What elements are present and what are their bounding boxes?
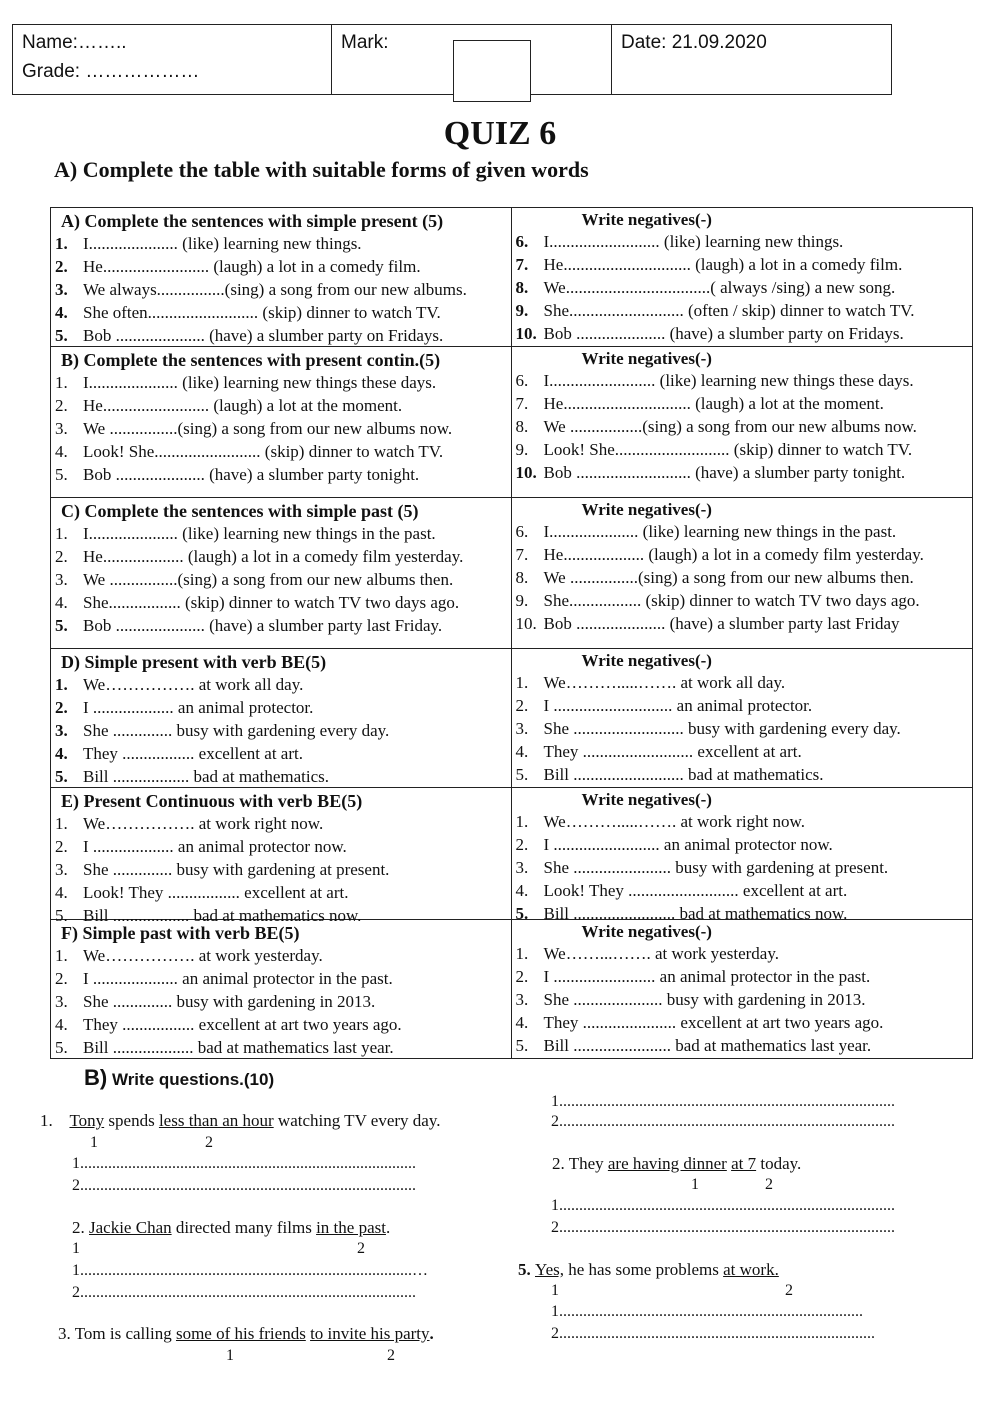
item-text: He......................... (laugh) a lot in a comedy film. (83, 257, 421, 276)
item-text: They ...................... excellent at art two years ago. (543, 1013, 884, 1032)
item-number: 4. (55, 303, 68, 322)
exercise-item[interactable] (55, 232, 507, 255)
exercise-item[interactable] (55, 673, 507, 696)
item-number: 1. (55, 946, 68, 965)
item-number: 3. (515, 719, 529, 738)
item-text: I ................... an animal protector. (83, 698, 314, 717)
item-text: I..................... (like) learning new things in the past. (543, 522, 897, 541)
negative-item[interactable] (516, 988, 969, 1011)
negative-item[interactable] (516, 392, 969, 415)
q2-marker-1: 1 (72, 1240, 80, 1257)
item-number: 2. (515, 835, 529, 854)
negative-item[interactable] (516, 942, 969, 965)
exercise-heading: A) Complete the sentences with simple present (5) (61, 211, 444, 231)
exercise-item[interactable] (55, 591, 507, 614)
exercise-item[interactable] (55, 463, 507, 486)
negative-item[interactable] (516, 543, 969, 566)
item-text: Bob ..................... (have) a slumber party last Friday (543, 614, 900, 633)
item-text: I ................... an animal protector now. (83, 837, 347, 856)
item-text: We..................................( always /sing) a new song. (543, 278, 896, 297)
negative-item[interactable] (516, 879, 969, 902)
exercise-item[interactable] (55, 301, 507, 324)
item-number: 3. (55, 280, 68, 299)
exercise-left-cell (51, 498, 512, 648)
item-text: We……….....……. at work all day. (543, 673, 786, 692)
exercise-item[interactable] (55, 835, 507, 858)
exercise-heading: B) Complete the sentences with present contin.(5) (61, 350, 441, 370)
item-number: 3. (515, 858, 529, 877)
question-2-text: directed many films (171, 1218, 317, 1237)
question-1-part-2: less than an hour (158, 1111, 274, 1130)
item-number: 8. (515, 278, 529, 297)
item-number: 4. (55, 1015, 68, 1034)
item-number: 3. (55, 721, 68, 740)
exercise-item[interactable] (55, 1013, 507, 1036)
exercise-item[interactable] (55, 255, 507, 278)
question-1-part-1: Tony (69, 1111, 105, 1130)
name-label: Name:…….. (22, 32, 127, 53)
negative-item[interactable] (516, 415, 969, 438)
q2-marker-2: 2 (357, 1240, 365, 1257)
negative-item[interactable] (516, 369, 969, 392)
item-number: 5. (55, 465, 68, 484)
item-number: 4. (515, 1013, 529, 1032)
item-text: We……………. at work right now. (83, 814, 324, 833)
item-text: Look! She........................... (skip) dinner to watch TV. (543, 440, 913, 459)
item-text: Bill .......................... bad at mathematics. (543, 765, 824, 784)
date-label: Date: 21.09.2020 (621, 32, 767, 53)
r-top-answer-line-2[interactable]: 2.................................................................................... (551, 1113, 895, 1130)
exercise-row (51, 347, 972, 498)
item-number: 2. (515, 696, 529, 715)
item-text: Look! She......................... (skip) dinner to watch TV. (83, 442, 444, 461)
item-number: 7. (515, 394, 529, 413)
exercise-item[interactable] (55, 812, 507, 835)
item-text: She ....................... busy with gardening at present. (543, 858, 889, 877)
negative-item[interactable] (516, 810, 969, 833)
item-text: I..................... (like) learning new things these days. (83, 373, 437, 392)
item-text: Bill .................. bad at mathematics. (83, 767, 329, 786)
item-number: 1. (515, 944, 529, 963)
item-text: We always................(sing) a song from our new albums. (83, 280, 467, 299)
question-5-number: 5. (518, 1260, 535, 1279)
negative-item[interactable] (516, 717, 969, 740)
item-number: 9. (515, 440, 529, 459)
exercise-item[interactable] (55, 742, 507, 765)
question-4-part-1: are having dinner (607, 1154, 727, 1173)
question-2-part-2: in the past (316, 1218, 386, 1237)
exercise-item[interactable] (55, 765, 507, 788)
page-title: QUIZ 6 (443, 115, 557, 152)
item-text: Bill ................... bad at mathematics last year. (83, 1038, 394, 1057)
q1-marker-2: 2 (205, 1134, 213, 1151)
item-text: We……………. at work all day. (83, 675, 304, 694)
section-b-heading (84, 1065, 274, 1091)
negatives-heading: Write negatives(-) (581, 210, 712, 229)
negative-item[interactable] (516, 438, 969, 461)
item-text: She ..................... busy with gardening in 2013. (543, 990, 866, 1009)
question-5-part-1: Yes, (535, 1260, 564, 1279)
negative-item[interactable] (516, 299, 969, 322)
question-2-part-1: Jackie Chan (89, 1218, 172, 1237)
q4-marker-2: 2 (765, 1176, 773, 1193)
item-text: Look! They ................. excellent at art. (83, 883, 349, 902)
exercise-item[interactable] (55, 440, 507, 463)
item-text: She .............. busy with gardening in 2013. (83, 992, 376, 1011)
negatives-heading: Write negatives(-) (581, 651, 712, 670)
negative-item[interactable] (516, 1034, 969, 1057)
exercise-item[interactable] (55, 614, 507, 637)
negative-item[interactable] (516, 461, 969, 484)
question-3 (58, 1324, 434, 1344)
question-4-text: 2. They (552, 1154, 608, 1173)
exercise-row (51, 788, 972, 925)
exercise-item[interactable] (55, 394, 507, 417)
question-3-text-end: . (429, 1324, 434, 1343)
item-text: I .................... an animal protector in the past. (83, 969, 393, 988)
item-text: I.......................... (like) learning new things. (543, 232, 844, 251)
item-text: I......................... (like) learning new things these days. (543, 371, 914, 390)
exercise-heading: F) Simple past with verb BE(5) (61, 923, 300, 943)
exercise-item[interactable] (55, 522, 507, 545)
item-number: 4. (55, 593, 68, 612)
item-number: 7. (515, 545, 529, 564)
exercise-row (51, 498, 972, 649)
item-number: 5. (515, 904, 529, 923)
item-number: 8. (515, 417, 529, 436)
item-number: 2. (55, 547, 68, 566)
negative-item[interactable] (516, 253, 969, 276)
negative-item[interactable] (516, 612, 969, 635)
r-top-answer-line-1[interactable]: 1.................................................................................... (551, 1093, 895, 1110)
question-2-text-end: . (385, 1218, 391, 1237)
q5-answer-line-2[interactable]: 2............................................................................... (551, 1325, 875, 1342)
item-number: 10. (515, 324, 537, 343)
item-text: Bob ..................... (have) a slumber party on Fridays. (83, 326, 444, 345)
item-text: She................. (skip) dinner to watch TV two days ago. (83, 593, 460, 612)
item-number: 4. (515, 742, 529, 761)
exercise-item[interactable] (55, 1036, 507, 1059)
item-text: They ................. excellent at art two years ago. (83, 1015, 402, 1034)
item-text: I ......................... an animal protector now. (543, 835, 833, 854)
item-text: I..................... (like) learning new things. (83, 234, 362, 253)
item-text: Bob ........................... (have) a slumber party tonight. (543, 463, 906, 482)
exercise-item[interactable] (55, 719, 507, 742)
item-number: 2. (55, 698, 68, 717)
exercise-left-cell (51, 649, 512, 787)
exercise-item[interactable] (55, 324, 507, 347)
exercise-item[interactable] (55, 371, 507, 394)
q3-marker-1: 1 (226, 1347, 234, 1364)
exercise-item[interactable] (55, 881, 507, 904)
negative-item[interactable] (516, 322, 969, 345)
item-number: 3. (55, 570, 68, 589)
item-number: 5. (55, 1038, 68, 1057)
negative-item[interactable] (516, 856, 969, 879)
exercise-heading: C) Complete the sentences with simple past (5) (61, 501, 419, 521)
item-number: 6. (515, 371, 529, 390)
item-number: 4. (55, 442, 68, 461)
negative-item[interactable] (516, 694, 969, 717)
exercise-item[interactable] (55, 944, 507, 967)
exercise-row (51, 920, 972, 1058)
item-number: 6. (515, 522, 529, 541)
exercise-right-cell (512, 208, 973, 346)
mark-label: Mark: (341, 32, 389, 53)
exercise-item[interactable] (55, 417, 507, 440)
q1-answer-line-1[interactable]: 1.................................................................................... (72, 1155, 416, 1172)
section-b-letter: B) (84, 1065, 108, 1090)
item-number: 5. (515, 1036, 529, 1055)
q4-marker-1: 1 (691, 1176, 699, 1193)
question-1-number: 1. (40, 1111, 53, 1130)
item-number: 3. (55, 860, 68, 879)
question-4-part-2: at 7 (731, 1154, 757, 1173)
q2-answer-line-2[interactable]: 2.................................................................................... (72, 1284, 416, 1301)
item-text: Bill .................. bad at mathematics now. (83, 906, 362, 925)
item-text: We ................(sing) a song from our new albums now. (83, 419, 453, 438)
negatives-heading: Write negatives(-) (581, 500, 712, 519)
item-text: They .......................... excellent at art. (543, 742, 802, 761)
item-text: We……….....……. at work right now. (543, 812, 805, 831)
item-text: He......................... (laugh) a lot at the moment. (83, 396, 403, 415)
question-3-text: 3. Tom is calling (58, 1324, 176, 1343)
negative-item[interactable] (516, 520, 969, 543)
question-5 (518, 1260, 779, 1280)
question-2-number: 2. (72, 1218, 89, 1237)
exercise-left-cell (51, 920, 512, 1058)
item-number: 1. (515, 673, 529, 692)
item-text: We .................(sing) a song from our new albums now. (543, 417, 917, 436)
item-text: She .............. busy with gardening every day. (83, 721, 390, 740)
exercise-item[interactable] (55, 696, 507, 719)
name-grade-cell (13, 25, 332, 94)
item-number: 3. (55, 419, 68, 438)
item-text: They ................. excellent at art. (83, 744, 303, 763)
negative-item[interactable] (516, 230, 969, 253)
item-number: 5. (55, 906, 68, 925)
item-text: We……...……. at work yesterday. (543, 944, 779, 963)
item-text: We ................(sing) a song from our new albums then. (543, 568, 914, 587)
item-text: I..................... (like) learning new things in the past. (83, 524, 436, 543)
q1-marker-1: 1 (90, 1134, 98, 1151)
question-2 (72, 1218, 390, 1238)
item-number: 8. (515, 568, 529, 587)
exercise-right-cell (512, 788, 973, 923)
item-number: 2. (55, 837, 68, 856)
question-4-text-end: today. (756, 1154, 802, 1173)
negatives-heading: Write negatives(-) (581, 922, 712, 941)
exercise-right-cell (512, 649, 973, 787)
item-number: 9. (515, 591, 529, 610)
exercise-left-cell (51, 208, 512, 346)
item-number: 1. (55, 524, 68, 543)
q2-answer-line-1[interactable]: 1...................................................................................… (72, 1262, 428, 1279)
item-text: Look! They .......................... excellent at art. (543, 881, 848, 900)
item-number: 2. (55, 396, 68, 415)
item-text: Bob ..................... (have) a slumber party tonight. (83, 465, 420, 484)
question-1 (40, 1111, 440, 1131)
item-number: 5. (55, 616, 68, 635)
q5-marker-1: 1 (551, 1282, 559, 1299)
negatives-heading: Write negatives(-) (581, 349, 712, 368)
item-number: 1. (55, 234, 68, 253)
question-1-text-end: watching TV every day. (273, 1111, 441, 1130)
negative-item[interactable] (516, 965, 969, 988)
item-number: 2. (55, 257, 68, 276)
q3-marker-2: 2 (387, 1347, 395, 1364)
q5-answer-line-1[interactable]: 1............................................................................ (551, 1303, 863, 1320)
negative-item[interactable] (516, 740, 969, 763)
item-number: 10. (515, 614, 537, 633)
grade-label: Grade: ……………… (22, 61, 200, 82)
question-4 (552, 1154, 801, 1174)
exercise-heading: D) Simple present with verb BE(5) (61, 652, 327, 672)
item-number: 7. (515, 255, 529, 274)
question-5-text: he has some problems (564, 1260, 724, 1279)
question-5-part-2: at work. (723, 1260, 779, 1279)
q4-answer-line-2[interactable]: 2.................................................................................... (551, 1219, 895, 1236)
exercise-table (50, 207, 973, 1059)
mark-box[interactable] (453, 40, 531, 102)
item-text: She .......................... busy with gardening every day. (543, 719, 901, 738)
exercise-right-cell (512, 498, 973, 648)
negatives-heading: Write negatives(-) (581, 790, 712, 809)
question-3-part-1: some of his friends (175, 1324, 306, 1343)
negative-item[interactable] (516, 1011, 969, 1034)
exercise-item[interactable] (55, 990, 507, 1013)
exercise-right-cell (512, 920, 973, 1058)
exercise-right-cell (512, 347, 973, 497)
negative-item[interactable] (516, 566, 969, 589)
question-3-part-2: to invite his party (310, 1324, 430, 1343)
q5-marker-2: 2 (785, 1282, 793, 1299)
negative-item[interactable] (516, 671, 969, 694)
item-number: 1. (515, 812, 529, 831)
item-number: 9. (515, 301, 529, 320)
item-text: He.............................. (laugh) a lot in a comedy film. (543, 255, 903, 274)
exercise-item[interactable] (55, 278, 507, 301)
exercise-item[interactable] (55, 545, 507, 568)
exercise-heading: E) Present Continuous with verb BE(5) (61, 791, 363, 811)
item-text: He................... (laugh) a lot in a comedy film yesterday. (83, 547, 464, 566)
item-text: We ................(sing) a song from our new albums then. (83, 570, 454, 589)
item-number: 2. (55, 969, 68, 988)
item-number: 5. (55, 326, 68, 345)
q4-answer-line-1[interactable]: 1.................................................................................... (551, 1197, 895, 1214)
negative-item[interactable] (516, 833, 969, 856)
item-text: She................. (skip) dinner to watch TV two days ago. (543, 591, 920, 610)
item-number: 5. (55, 767, 68, 786)
item-number: 4. (55, 883, 68, 902)
item-number: 1. (55, 675, 68, 694)
section-a-instruction: A) Complete the table with suitable forms of given words (54, 157, 589, 182)
item-number: 4. (515, 881, 529, 900)
item-text: Bill ........................ bad at mathematics now. (543, 904, 848, 923)
item-number: 1. (55, 373, 68, 392)
negative-item[interactable] (516, 276, 969, 299)
header-box (12, 24, 892, 95)
item-text: I ........................ an animal protector in the past. (543, 967, 871, 986)
item-number: 1. (55, 814, 68, 833)
item-number: 10. (515, 463, 537, 482)
exercise-row (51, 208, 972, 347)
item-text: We……………. at work yesterday. (83, 946, 323, 965)
question-1-text: spends (104, 1111, 159, 1130)
date-cell (612, 25, 891, 94)
item-text: She........................... (often / skip) dinner to watch TV. (543, 301, 915, 320)
item-text: I ............................ an animal protector. (543, 696, 813, 715)
item-text: Bill ....................... bad at mathematics last year. (543, 1036, 872, 1055)
item-number: 3. (55, 992, 68, 1011)
negative-item[interactable] (516, 763, 969, 786)
item-number: 4. (55, 744, 68, 763)
negative-item[interactable] (516, 589, 969, 612)
exercise-item[interactable] (55, 967, 507, 990)
exercise-item[interactable] (55, 858, 507, 881)
item-text: Bob ..................... (have) a slumber party on Fridays. (543, 324, 904, 343)
exercise-item[interactable] (55, 568, 507, 591)
item-text: She often.......................... (skip) dinner to watch TV. (83, 303, 441, 322)
item-text: She .............. busy with gardening at present. (83, 860, 390, 879)
exercise-left-cell (51, 788, 512, 925)
section-b-title: Write questions.(10) (111, 1070, 275, 1089)
item-number: 2. (515, 967, 529, 986)
q1-answer-line-2[interactable]: 2.................................................................................... (72, 1177, 416, 1194)
exercise-left-cell (51, 347, 512, 497)
item-number: 5. (515, 765, 529, 784)
item-number: 3. (515, 990, 529, 1009)
item-number: 6. (515, 232, 529, 251)
exercise-row (51, 649, 972, 788)
item-text: He.............................. (laugh) a lot at the moment. (543, 394, 884, 413)
item-text: He................... (laugh) a lot in a comedy film yesterday. (543, 545, 924, 564)
item-text: Bob ..................... (have) a slumber party last Friday. (83, 616, 443, 635)
